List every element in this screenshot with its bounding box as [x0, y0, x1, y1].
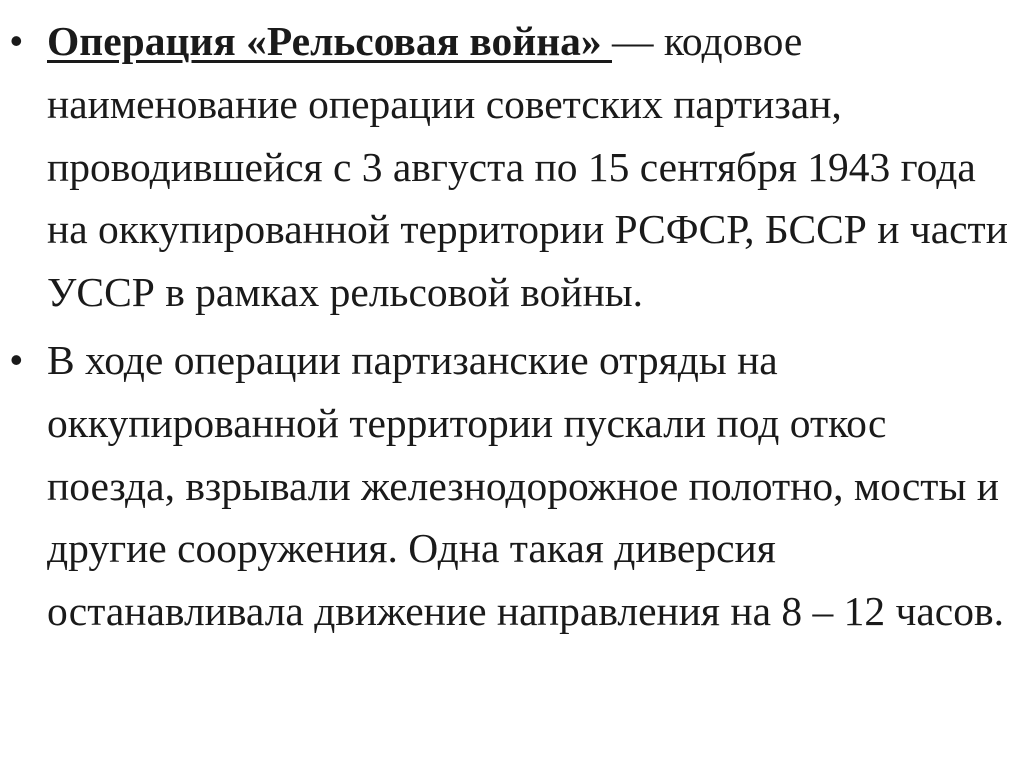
bullet-item-details — [10, 329, 1010, 643]
bullet-marker: • — [10, 338, 23, 380]
operation-term: Операция «Рельсовая война» — [47, 18, 612, 64]
definition-text: — кодовое наименование операции советских партизан, проводившейся с 3 августа по 15 сентября 1943 года на оккупированной территории РСФСР, БССР и части УССР в рамках рельсовой войны. — [47, 18, 1008, 316]
bullet-marker: • — [10, 20, 23, 61]
details-text: В ходе операции партизанские отряды на оккупированной территории пускали под откос поезда, взрывали железнодорожное полотно, мосты и другие сооружения. Одна такая диверсия останавливала движение направления на 8 – 12 часов. — [47, 336, 1004, 635]
bullet-list — [10, 10, 1010, 648]
bullet-item-definition — [10, 10, 1010, 324]
